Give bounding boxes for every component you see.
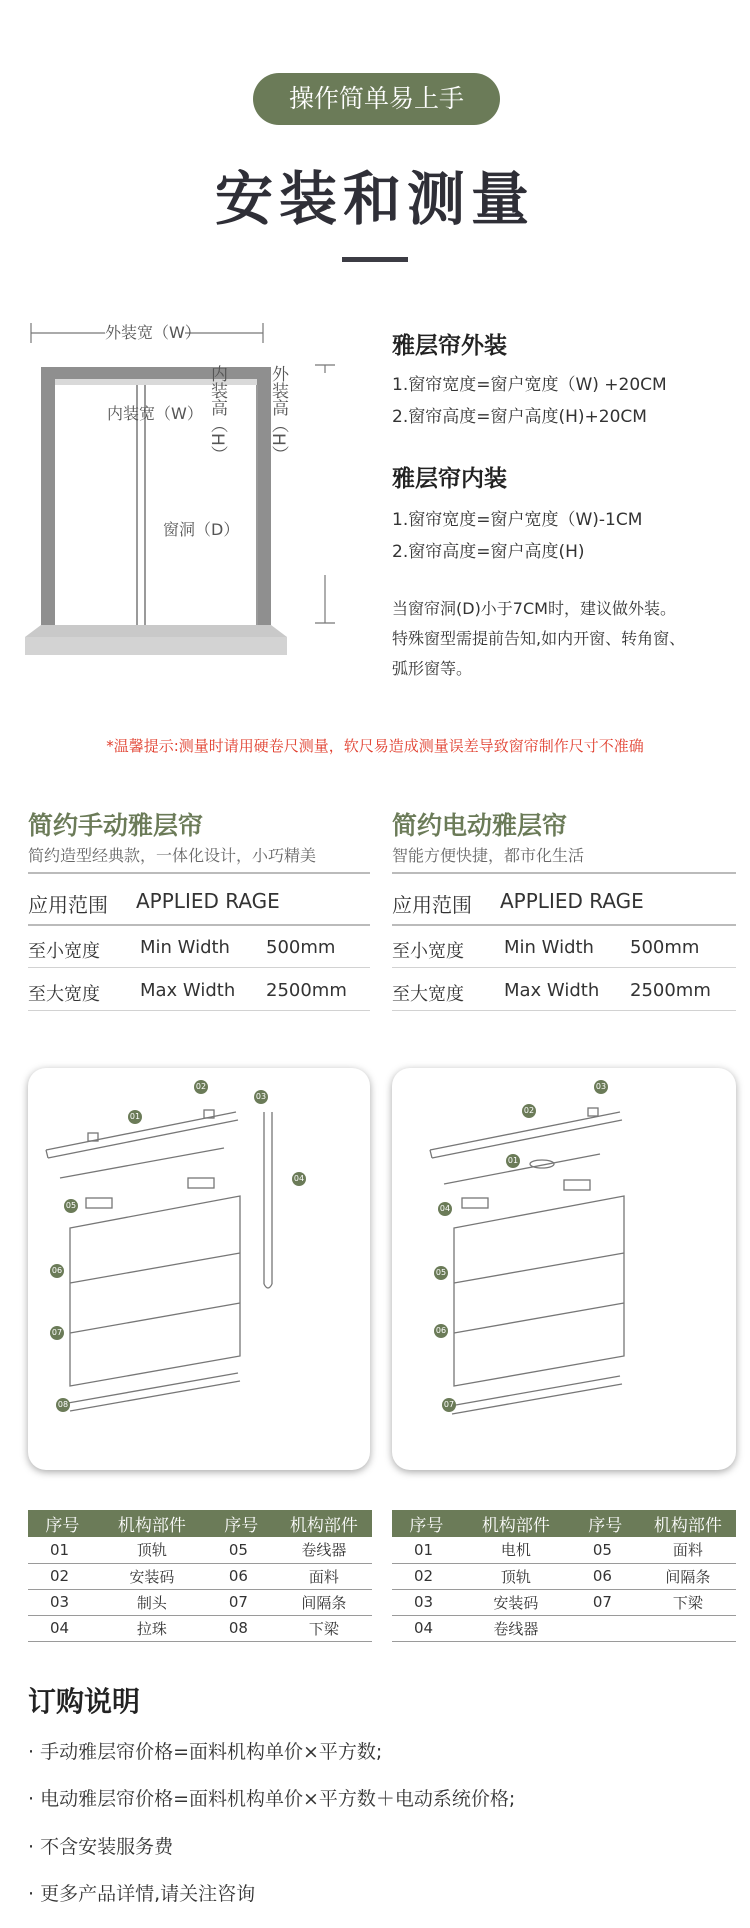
- part-number: 03: [28, 1589, 97, 1615]
- part-number: 07: [207, 1589, 276, 1615]
- part-name: 电机: [461, 1537, 571, 1563]
- table-row: [392, 1563, 736, 1589]
- table-row: [28, 1563, 372, 1589]
- ordering-item: · 更多产品详情,请关注咨询: [28, 1883, 256, 1905]
- outside-mount-title: 雅层帘外装: [392, 333, 507, 359]
- part-number: 07: [571, 1589, 640, 1615]
- column-header: 机构部件: [276, 1510, 372, 1537]
- manual-parts-diagram: [28, 1068, 370, 1470]
- table-row: [28, 1537, 372, 1563]
- column-header: 序号: [207, 1510, 276, 1537]
- table-row: [392, 1537, 736, 1563]
- mount-note-2: 特殊窗型需提前告知,如内开窗、转角窗、: [392, 629, 686, 648]
- part-name: 顶轨: [97, 1537, 207, 1563]
- part-number: 08: [207, 1615, 276, 1641]
- callout-marker: 04: [292, 1172, 306, 1186]
- inside-mount-title: 雅层帘内装: [392, 466, 507, 492]
- inside-mount-line-1: 1.窗帘宽度=窗户宽度（W)-1CM: [392, 510, 643, 530]
- mount-note-3: 弧形窗等。: [392, 659, 473, 678]
- column-header: 序号: [571, 1510, 640, 1537]
- divider: [28, 1010, 370, 1011]
- outside-mount-line-1: 1.窗帘宽度=窗户宽度（W) +20CM: [392, 375, 667, 395]
- callout-marker: 05: [434, 1266, 448, 1280]
- part-name: 面料: [276, 1563, 372, 1589]
- electric-product-title: 简约电动雅层帘: [392, 811, 568, 840]
- spec-label: 至小宽度: [28, 941, 100, 962]
- callout-marker: 07: [50, 1326, 64, 1340]
- part-number: 05: [207, 1537, 276, 1563]
- table-row: [392, 1615, 736, 1641]
- part-name: 安装码: [97, 1563, 207, 1589]
- part-number: 01: [392, 1537, 461, 1563]
- callout-marker: 04: [438, 1202, 452, 1216]
- part-number: 02: [28, 1563, 97, 1589]
- table-row: [28, 1615, 372, 1641]
- mount-note-1: 当窗帘洞(D)小于7CM时，建议做外装。: [392, 599, 676, 618]
- table-header-row: [28, 1510, 372, 1537]
- window-diagram-drawing: [25, 315, 355, 695]
- callout-marker: 01: [506, 1154, 520, 1168]
- inside-mount-line-2: 2.窗帘高度=窗户高度(H): [392, 542, 585, 562]
- manual-parts-table: [28, 1510, 372, 1642]
- callout-marker: 02: [194, 1080, 208, 1094]
- manual-exploded-view: [28, 1068, 370, 1470]
- ordering-item: · 不含安装服务费: [28, 1836, 174, 1858]
- part-name: 安装码: [461, 1589, 571, 1615]
- callout-marker: 02: [522, 1104, 536, 1118]
- divider: [28, 967, 370, 968]
- header-badge: 操作简单易上手: [253, 73, 500, 125]
- part-number: 04: [392, 1615, 461, 1641]
- divider: [392, 967, 736, 968]
- part-number: 06: [207, 1563, 276, 1589]
- ordering-title: 订购说明: [28, 1685, 141, 1718]
- spec-value: 2500mm: [630, 980, 711, 1001]
- part-number: 02: [392, 1563, 461, 1589]
- spec-label-en: APPLIED RAGE: [136, 889, 280, 913]
- spec-label-en: Min Width: [140, 937, 230, 958]
- callout-marker: 05: [64, 1199, 78, 1213]
- part-number: 06: [571, 1563, 640, 1589]
- callout-marker: 08: [56, 1398, 70, 1412]
- hole-label: 窗洞（D）: [163, 520, 240, 539]
- electric-parts-diagram: [392, 1068, 736, 1470]
- part-number: 05: [571, 1537, 640, 1563]
- column-header: 机构部件: [640, 1510, 736, 1537]
- part-name: 制头: [97, 1589, 207, 1615]
- column-header: 机构部件: [461, 1510, 571, 1537]
- spec-label: 至大宽度: [28, 984, 100, 1005]
- spec-label: 应用范围: [28, 893, 108, 917]
- divider: [28, 872, 370, 874]
- spec-value: 500mm: [630, 937, 700, 958]
- callout-marker: 06: [50, 1264, 64, 1278]
- spec-label: 应用范围: [392, 893, 472, 917]
- measurement-warning: *温馨提示:测量时请用硬卷尺测量，软尺易造成测量误差导致窗帘制作尺寸不准确: [106, 737, 644, 755]
- spec-value: 500mm: [266, 937, 336, 958]
- part-name: 间隔条: [640, 1563, 736, 1589]
- ordering-item: · 电动雅层帘价格=面料机构单价×平方数＋电动系统价格;: [28, 1788, 516, 1810]
- part-name: [640, 1615, 736, 1641]
- electric-parts-table: [392, 1510, 736, 1642]
- spec-label-en: Max Width: [140, 980, 236, 1001]
- inner-height-label: 内装高（H）: [207, 365, 227, 463]
- spec-label: 至大宽度: [392, 984, 464, 1005]
- page-title: 安装和测量: [214, 165, 535, 233]
- outer-height-label: 外装高（H）: [268, 365, 288, 463]
- ordering-item: · 手动雅层帘价格=面料机构单价×平方数;: [28, 1741, 383, 1763]
- part-number: 03: [392, 1589, 461, 1615]
- column-header: 序号: [28, 1510, 97, 1537]
- part-number: 04: [28, 1615, 97, 1641]
- table-row: [28, 1589, 372, 1615]
- part-name: 下梁: [276, 1615, 372, 1641]
- inner-width-label: 内装宽（W）: [107, 404, 203, 423]
- table-row: [392, 1589, 736, 1615]
- column-header: 序号: [392, 1510, 461, 1537]
- divider: [392, 1010, 736, 1011]
- part-name: 顶轨: [461, 1563, 571, 1589]
- part-name: 卷线器: [276, 1537, 372, 1563]
- outside-mount-line-2: 2.窗帘高度=窗户高度(H)+20CM: [392, 407, 647, 427]
- part-name: 卷线器: [461, 1615, 571, 1641]
- part-name: 面料: [640, 1537, 736, 1563]
- table-header-row: [392, 1510, 736, 1537]
- part-name: 间隔条: [276, 1589, 372, 1615]
- spec-label-en: Min Width: [504, 937, 594, 958]
- divider: [28, 924, 370, 926]
- divider: [392, 924, 736, 926]
- electric-product-subtitle: 智能方便快捷，都市化生活: [392, 846, 585, 865]
- title-underline: [342, 257, 408, 262]
- callout-marker: 03: [254, 1090, 268, 1104]
- part-name: 下梁: [640, 1589, 736, 1615]
- manual-product-subtitle: 简约造型经典款，一体化设计，小巧精美: [28, 846, 317, 865]
- callout-marker: 03: [594, 1080, 608, 1094]
- callout-marker: 01: [128, 1110, 142, 1124]
- callout-marker: 06: [434, 1324, 448, 1338]
- spec-value: 2500mm: [266, 980, 347, 1001]
- divider: [392, 872, 736, 874]
- spec-label-en: APPLIED RAGE: [500, 889, 644, 913]
- spec-label: 至小宽度: [392, 941, 464, 962]
- outer-width-label: 外装宽（W）: [105, 323, 201, 342]
- part-name: 拉珠: [97, 1615, 207, 1641]
- part-number: 01: [28, 1537, 97, 1563]
- manual-product-title: 简约手动雅层帘: [28, 811, 204, 840]
- callout-marker: 07: [442, 1398, 456, 1412]
- window-diagram: [25, 315, 355, 695]
- spec-label-en: Max Width: [504, 980, 600, 1001]
- part-number: [571, 1615, 640, 1641]
- column-header: 机构部件: [97, 1510, 207, 1537]
